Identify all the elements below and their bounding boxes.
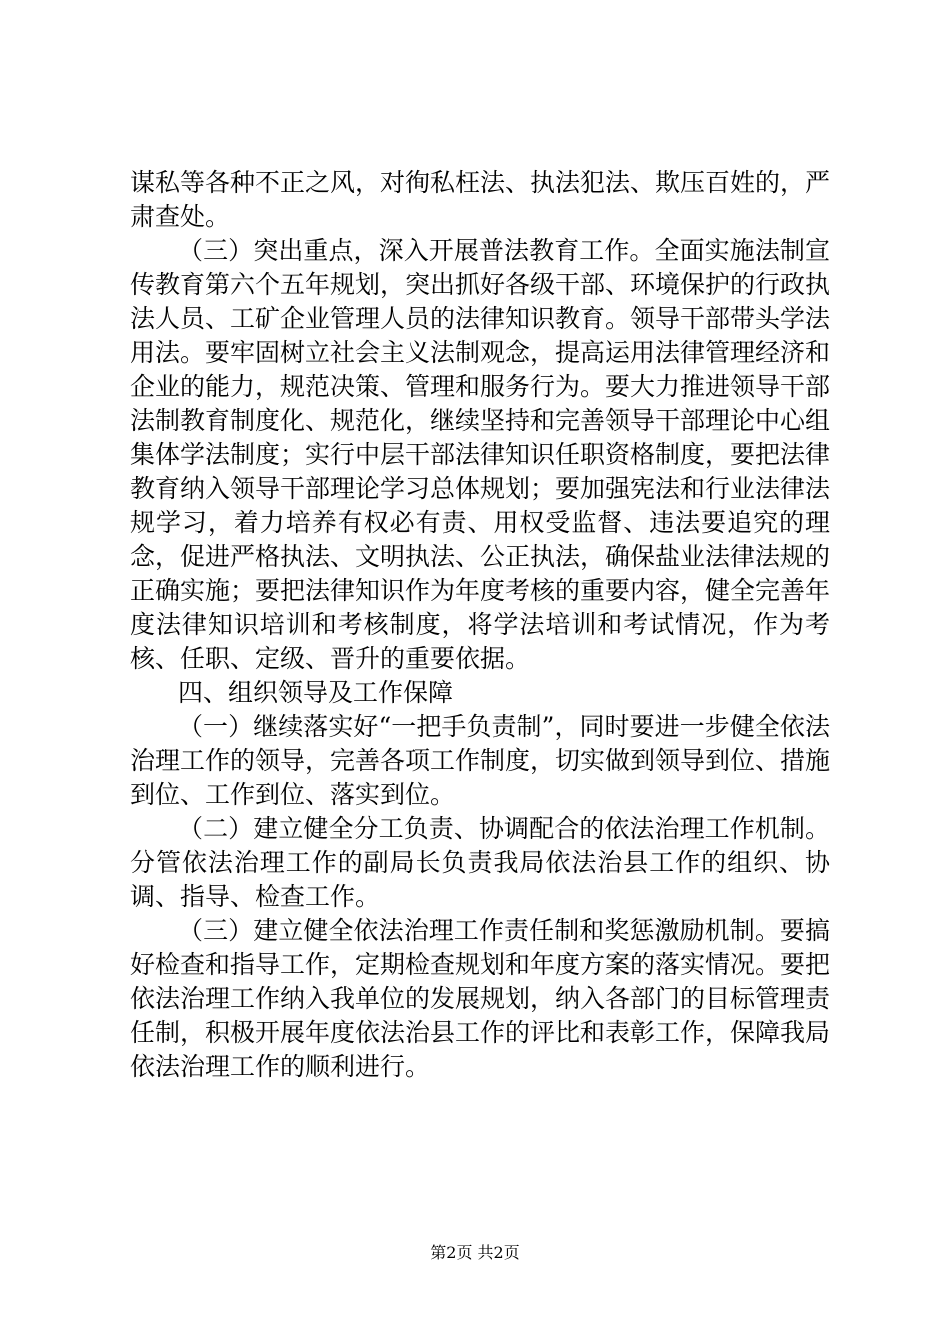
- paragraph-1: 谋私等各种不正之风，对徇私枉法、执法犯法、欺压百姓的，严肃查处。: [130, 168, 831, 231]
- paragraph-6: （三）建立健全依法治理工作责任制和奖惩激励机制。要搞好检查和指导工作，定期检查规划和年度方案的落实情况。要把依法治理工作纳入我单位的发展规划，纳入各部门的目标管理责任制，积极开展年度依法治县工作的评比和表彰工作，保障我局依法治理工作的顺利进行。: [130, 916, 831, 1081]
- paragraph-2: （三）突出重点，深入开展普法教育工作。全面实施法制宣传教育第六个五年规划，突出抓好各级干部、环境保护的行政执法人员、工矿企业管理人员的法律知识教育。领导干部带头学法用法。要牢固树立社会主义法制观念，提高运用法律管理经济和企业的能力，规范决策、管理和服务行为。要大力推进领导干部法制教育制度化、规范化，继续坚持和完善领导干部理论中心组集体学法制度；实行中层干部法律知识任职资格制度，要把法律教育纳入领导干部理论学习总体规划；要加强宪法和行业法律法规学习，着力培养有权必有责、用权受监督、违法要追究的理念，促进严格执法、文明执法、公正执法，确保盐业法律法规的正确实施；要把法律知识作为年度考核的重要内容，健全完善年度法律知识培训和考核制度，将学法培训和考试情况，作为考核、任职、定级、晋升的重要依据。: [130, 236, 831, 673]
- paragraph-4: （一）继续落实好“一把手负责制”，同时要进一步健全依法治理工作的领导，完善各项工作制度，切实做到领导到位、措施到位、工作到位、落实到位。: [130, 712, 831, 809]
- document-body: [130, 166, 830, 1084]
- section-heading: 四、组织领导及工作保障: [178, 678, 454, 707]
- paragraph-5: （二）建立健全分工负责、协调配合的依法治理工作机制。分管依法治理工作的副局长负责我局依法治县工作的组织、协调、指导、检查工作。: [130, 814, 830, 911]
- page-footer: 第2页 共2页: [430, 1243, 520, 1262]
